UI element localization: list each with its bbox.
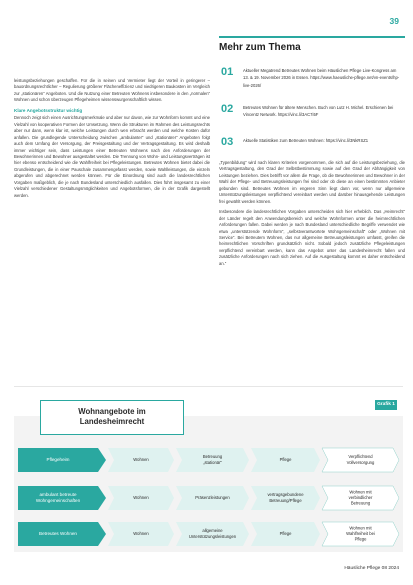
row-cell-text: Wohnen <box>133 531 149 537</box>
page-footer: Häusliche Pflege 08 2024 <box>344 566 399 571</box>
divider <box>14 386 403 387</box>
row-cell-text: Wohnen <box>133 457 149 463</box>
row-label: Pflegeheim <box>46 457 70 463</box>
row-cell-text: Wohnen mit verbindlicher Betreuung <box>348 489 373 506</box>
reference-text: Betreutes Wohnen für ältere Menschen. Buch von Lutz H. Michel. Erschienen bei Vincentz Network. https://vinc.li/3AC7i5F <box>243 105 394 118</box>
more-on-topic-box <box>219 36 405 154</box>
reference-item-1[interactable] <box>219 66 405 102</box>
figure-tab: Grafik 1 <box>375 400 397 410</box>
right-text-column <box>219 160 405 271</box>
row-cell-text: Betreuung „stationär“ <box>202 454 223 465</box>
row-cell-text: allgemeine Unterstützungsleistungen <box>188 528 237 539</box>
row-label: Betreutes Wohnen <box>39 531 77 537</box>
infographic-title-line-2: Landesheimrecht <box>79 417 145 426</box>
box-title: Mehr zum Thema <box>219 42 301 53</box>
left-text-column <box>14 78 210 203</box>
row-cell-text: vertragsgebundene Betreuung/Pflege <box>267 492 304 503</box>
box-top-rule <box>219 36 405 38</box>
row-cell-text: Pflege <box>279 457 292 463</box>
row-label: ambulant betreute Wohngemeinschaften <box>35 492 81 504</box>
paragraph: „Typenbildung“ wird nach klaren Kriterien vorgenommen, die sich auf die Leistungsbeziehung, die Vertragsgestaltung, den Grad der Selbstbestimmung sowie auf den Grad der Abhängigkeit von Leistungen beziehen. Dies betrifft vor allem die Frage, ob die Bewohnerinnen und Bewohner in der Wahl der Pflege- und Betreuungsleistungen frei sind oder ob diese an einen bestimmten Anbieter gebunden sind. Betreutes Wohnen im engeren Sinn liegt dann vor, wenn nur allgemeine Unterstützungsleistungen verpflichtend vereinbart werden und darüber hinausgehende Leistungen frei gewählt werden können. <box>219 160 405 204</box>
reference-number: 01 <box>221 66 234 78</box>
row-cell-text: Wohnen <box>133 495 149 501</box>
paragraph: Insbesondere die landesrechtlichen Vorgaben unterscheiden sich hier erheblich. Das „Heimrecht“ der Länder regelt den Anwendungsbereich und welche Wohnformen unter die heimrechtlichen Anforderungen fallen. Dabei werden je nach Bundesland unterschiedliche Begriffe verwendet wie etwa „unterstützende Wohnform“, „selbstverantwortete Wohngemeinschaft“ oder „Wohnen mit Service“. Bei Betreutem Wohnen, das nur allgemeine Betreuungsleistungen umfasst, greifen die heimrechtlichen Vorschriften grundsätzlich nicht. Sobald jedoch zusätzliche Pflegeleistungen verpflichtend vereinbart werden, kann das Angebot unter das Landesheimrecht fallen und zusätzliche Anforderungen nach sich ziehen. Auf die Ausgestaltung kommt es daher entscheidend an.“ <box>219 209 405 266</box>
row-cell-text: Wohnen mit Wahlfreiheit bei Pflege <box>346 525 375 542</box>
infographic-title-box <box>40 400 184 435</box>
paragraph: leistungsbeziehungen geschaffen. Für die in seinen und Vermieter liegt der Vorteil in geringerer – bauordnungsrechtlicher – Regulierung größerer Flächeneffizienz und niedrigeren Baukosten im Vergleich zur „stationären“ Angeboten. Und die Nutzung einer Betreuten Wohnens insbesondere in den „normalen“ Wohnen und schon überzeugen Pflegeheimen wissenswurgenschaftlich wissen. <box>14 78 210 103</box>
paragraph: Dennoch zeigt sich einen Ausrichtungsmerkmale und aber nur davon, wie zur Wohnform kommt und eine Vielzahl von kooperativen Formen der Umsetzung. Wenn die Strukturen im Rahmen des Leistungsrechts aber nur dann, wenn klar ist, welche Leistungen durch wen erbracht werden und welche Kosten dafür anfallen. Die grundlegende Unterscheidung zwischen „ambulanter“ und „stationärer“ Angeboten folgt auch dem Umfang der Versorgung, der Preisgestaltung und der Vertragsgestaltung. Es wird deshalb immer wichtiger sein, dass Leistungen einer Betreuten Wohnens nach den Anforderungen der Bewohnerinnen und Bewohner ausgestaltet werden. Die Trennung von Wohn- und Leistungsverträgen ist hier ebenso entscheidend wie die Wahlfreiheit bei Pflegeleistungen. Betreutes Wohnen bietet dabei die Grundleistungen, die in einer Pauschale zusammengefasst werden, sowie Wahlleistungen, die einzeln abgerufen und abgerechnet werden können. Für die Einordnung sind auch die landesrechtlichen Vorgaben maßgeblich, die je nach Bundesland unterschiedlich ausfallen. Dies führt insgesamt zu einer Vielzahl verschiedener Gestaltungsmöglichkeiten und Angebotsformen, die in der Grafik dargestellt werden. <box>14 115 210 198</box>
row-cell-text: Präsenzleistungen <box>195 495 230 501</box>
infographic-title-line-1: Wohnangebote im <box>78 407 146 416</box>
infographic <box>14 400 403 552</box>
reference-number: 03 <box>221 136 234 148</box>
page-number: 39 <box>389 16 399 26</box>
reference-text: Aktuelle Statistiken zum Betreuten Wohnen: https://vinc.li/3NkRSZ1 <box>243 138 369 143</box>
reference-item-2[interactable] <box>219 103 405 139</box>
reference-text: Aktueller Megatrend Betreutes Wohnen beim Häuslichen Pflege Live-Kongress am 13. & 19. November 2026 in Essen. https://www.haeusliche-pflege.net/vn-events/hp-live-2026/ <box>243 68 400 88</box>
reference-number: 02 <box>221 103 234 115</box>
subheading: Klare Angebotsstruktur wichtig <box>14 107 83 113</box>
row-cell-text: Verpflichtend Vollversorgung <box>346 454 375 465</box>
row-cell-text: Pflege <box>279 531 292 537</box>
